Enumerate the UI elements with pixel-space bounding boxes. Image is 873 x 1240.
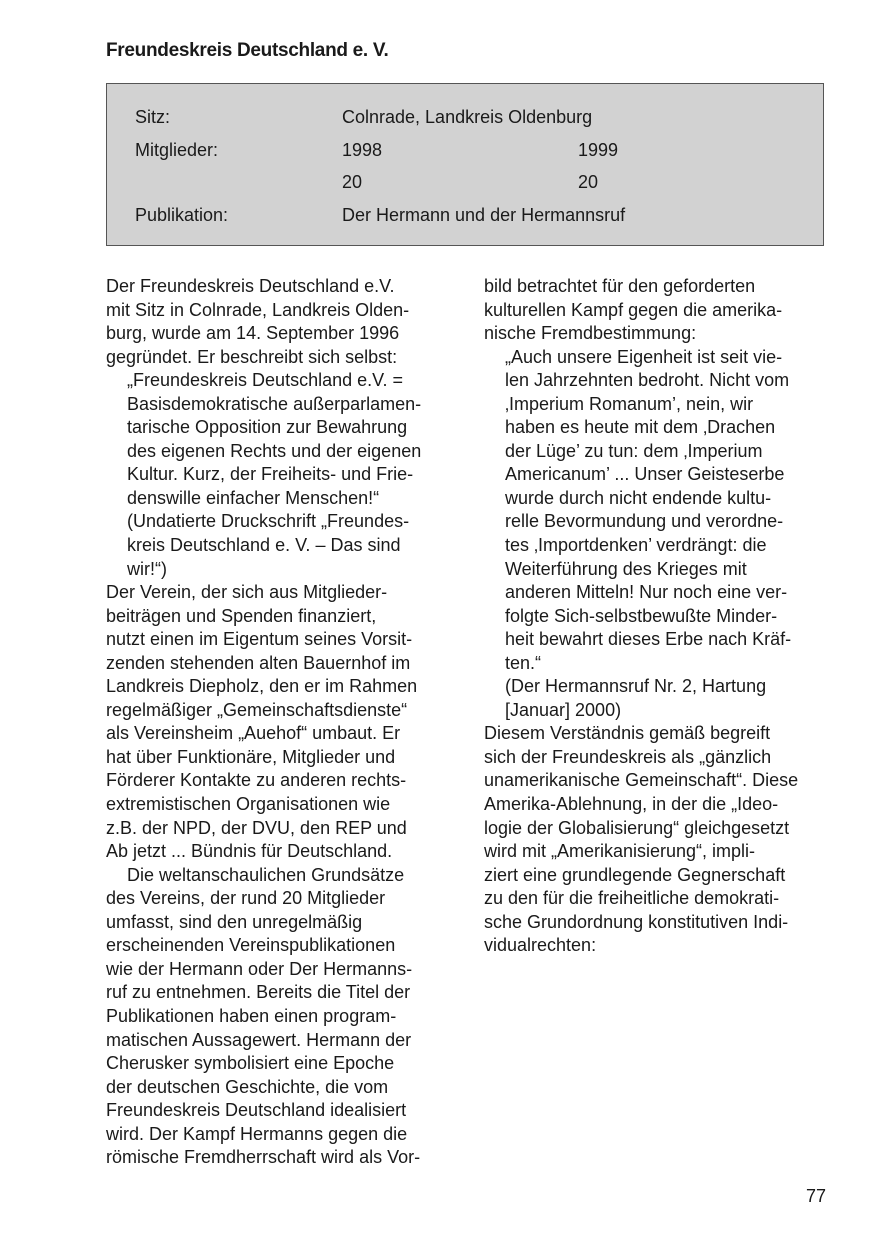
text-line: nutzt einen im Eigentum seines Vorsit-	[106, 629, 413, 650]
quote-line: tarische Opposition zur Bewahrung	[127, 417, 408, 438]
text-line: Cherusker symbolisiert eine Epoche	[106, 1053, 395, 1074]
text-line: zu den für die freiheitliche demokrati-	[484, 888, 780, 909]
member-count-1998: 20	[342, 172, 363, 192]
publikation-label: Publikation:	[135, 205, 229, 225]
text-line: des Vereins, der rund 20 Mitglieder	[106, 888, 386, 909]
paragraph-first-line: Die weltanschaulichen Grundsätze	[127, 864, 405, 885]
quote-line: ten.“	[505, 652, 542, 673]
quote-line: „Freundeskreis Deutschland e.V. =	[127, 370, 403, 391]
text-line: extremistischen Organisationen wie	[106, 794, 391, 815]
text-line: burg, wurde am 14. September 1996	[106, 323, 400, 344]
quote-line: haben es heute mit dem ‚Drachen	[505, 417, 776, 438]
text-line: unamerikanische Gemeinschaft“. Diese	[484, 770, 799, 791]
text-line: wird mit „Amerikanisierung“, impli-	[484, 841, 756, 862]
text-line: umfasst, sind den unregelmäßig	[106, 911, 363, 932]
text-line: beiträgen und Spenden finanziert,	[106, 605, 377, 626]
quote-line: der Lüge’ zu tun: dem ‚Imperium	[505, 440, 763, 461]
quote-line: Kultur. Kurz, der Freiheits- und Frie-	[127, 464, 414, 485]
mitglieder-label: Mitglieder:	[135, 140, 219, 160]
quote-line: wurde durch nicht endende kultu-	[505, 487, 772, 508]
quote-line: des eigenen Rechts und der eigenen	[127, 440, 422, 461]
right-text-column	[484, 275, 829, 958]
member-count-1999: 20	[578, 172, 599, 192]
quote-line: tes ‚Importdenken’ verdrängt: die	[505, 535, 767, 556]
quote-line: denswille einfacher Menschen!“	[127, 487, 380, 508]
text-line: logie der Globalisierung“ gleichgesetzt	[484, 817, 790, 838]
publikation-value: Der Hermann und der Hermannsruf	[342, 205, 626, 225]
text-line: Amerika-Ablehnung, in der die „Ideo-	[484, 794, 779, 815]
text-line: ruf zu entnehmen. Bereits die Titel der	[106, 982, 411, 1003]
quote-source-line: (Der Hermannsruf Nr. 2, Hartung	[505, 676, 767, 697]
quote-line: heit bewahrt dieses Erbe nach Kräf-	[505, 629, 792, 650]
text-line: Landkreis Diepholz, den er im Rahmen	[106, 676, 418, 697]
text-line: gegründet. Er beschreibt sich selbst:	[106, 346, 398, 367]
text-line: wird. Der Kampf Hermanns gegen die	[106, 1123, 408, 1144]
sitz-value: Colnrade, Landkreis Oldenburg	[342, 107, 593, 127]
text-line: sche Grundordnung konstitutiven Indi-	[484, 911, 789, 932]
text-line: der deutschen Geschichte, die vom	[106, 1076, 389, 1097]
quote-line: folgte Sich-selbstbewußte Minder-	[505, 605, 778, 626]
text-line: zenden stehenden alten Bauernhof im	[106, 652, 411, 673]
text-line: Freundeskreis Deutschland idealisiert	[106, 1100, 407, 1121]
text-line: hat über Funktionäre, Mitglieder und	[106, 746, 396, 767]
quote-line: ‚Imperium Romanum’, nein, wir	[505, 393, 754, 414]
quote-line: relle Bevormundung und verordne-	[505, 511, 784, 532]
quote-line: anderen Mitteln! Nur noch eine ver-	[505, 582, 788, 603]
text-line: erscheinenden Vereinspublikationen	[106, 935, 396, 956]
quote-line: Weiterführung des Krieges mit	[505, 558, 747, 579]
text-line: Der Verein, der sich aus Mitglieder-	[106, 582, 388, 603]
quote-source-line: wir!“)	[127, 558, 167, 579]
text-line: regelmäßiger „Gemeinschaftsdienste“	[106, 699, 408, 720]
text-line: sich der Freundeskreis als „gänzlich	[484, 746, 772, 767]
text-line: kulturellen Kampf gegen die amerika-	[484, 299, 783, 320]
text-line: wie der Hermann oder Der Hermanns-	[106, 958, 413, 979]
text-line: ziert eine grundlegende Gegnerschaft	[484, 864, 786, 885]
quote-source-line: [Januar] 2000)	[505, 699, 622, 720]
text-line: als Vereinsheim „Auehof“ umbaut. Er	[106, 723, 401, 744]
text-line: z.B. der NPD, der DVU, den REP und	[106, 817, 407, 838]
page-number: 77	[806, 1186, 827, 1206]
page-title: Freundeskreis Deutschland e. V.	[106, 40, 389, 61]
text-line: Der Freundeskreis Deutschland e.V.	[106, 276, 395, 296]
text-line: Förderer Kontakte zu anderen rechts-	[106, 770, 407, 791]
quote-line: Americanum’ ... Unser Geisteserbe	[505, 464, 785, 485]
text-line: Diesem Verständnis gemäß begreift	[484, 723, 771, 744]
text-line: vidualrechten:	[484, 935, 597, 956]
year-1998: 1998	[342, 140, 383, 160]
sitz-label: Sitz:	[135, 107, 171, 127]
quote-line: len Jahrzehnten bedroht. Nicht vom	[505, 370, 790, 391]
text-line: römische Fremdherrschaft wird als Vor-	[106, 1147, 421, 1168]
quote-line: „Auch unsere Eigenheit ist seit vie-	[505, 346, 783, 367]
quote-line: Basisdemokratische außerparlamen-	[127, 393, 422, 414]
text-line: matischen Aussagewert. Hermann der	[106, 1029, 412, 1050]
text-line: nische Fremdbestimmung:	[484, 323, 697, 344]
info-box	[106, 83, 824, 246]
text-line: Publikationen haben einen program-	[106, 1005, 397, 1026]
text-line: bild betrachtet für den geforderten	[484, 276, 756, 296]
text-line: Ab jetzt ... Bündnis für Deutschland.	[106, 841, 393, 862]
quote-source-line: kreis Deutschland e. V. – Das sind	[127, 535, 401, 556]
text-line: mit Sitz in Colnrade, Landkreis Olden-	[106, 299, 410, 320]
left-text-column	[106, 275, 451, 1170]
quote-source-line: (Undatierte Druckschrift „Freundes-	[127, 511, 410, 532]
year-1999: 1999	[578, 140, 619, 160]
